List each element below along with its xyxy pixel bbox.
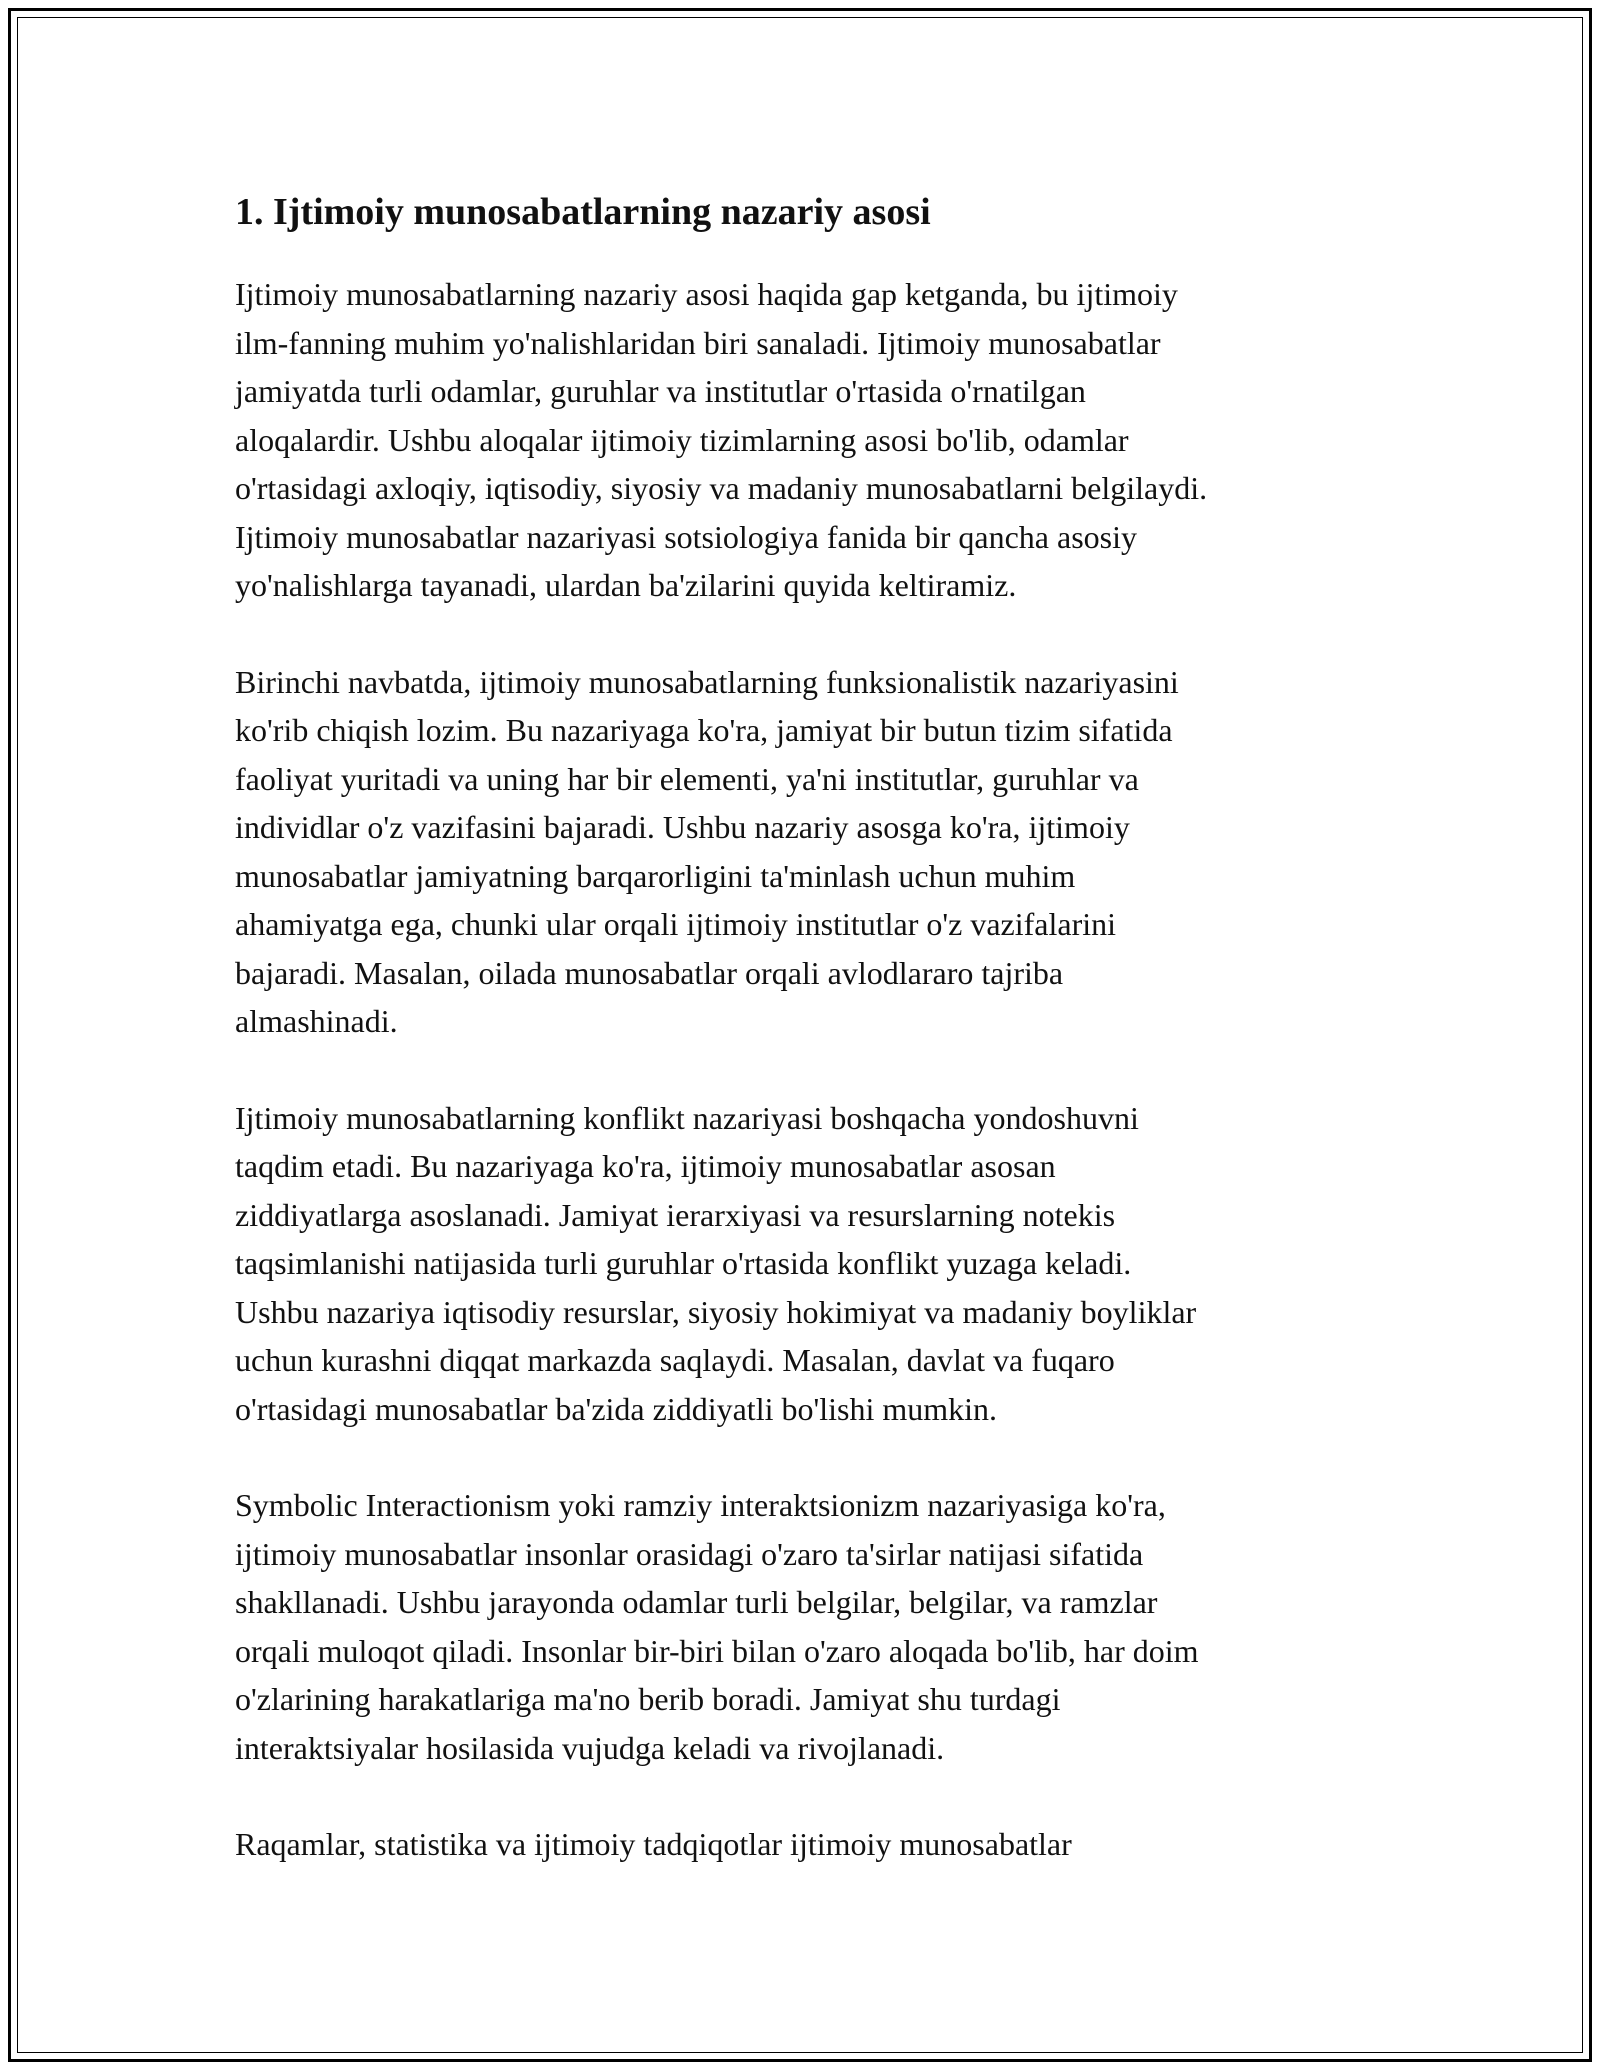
text-line: Birinchi navbatda, ijtimoiy munosabatlarning funksionalistik nazariyasini [235,663,1179,700]
section-title: 1. Ijtimoiy munosabatlarning nazariy asosi [235,191,931,233]
text-line: taqsimlanishi natijasida turli guruhlar o'rtasida konflikt yuzaga keladi. [235,1245,1132,1281]
document-body [235,188,1375,1917]
text-line: Symbolic Interactionism yoki ramziy interaktsionizm nazariyasiga ko'ra, [235,1487,1166,1523]
text-line: faoliyat yuritadi va uning har bir elementi, ya'ni institutlar, guruhlar va [235,760,1139,797]
text-line: interaktsiyalar hosilasida vujudga keladi va rivojlanadi. [235,1729,945,1766]
text-line: taqdim etadi. Bu nazariyaga ko'ra, ijtimoiy munosabatlar asosan [235,1148,1056,1184]
text-line: ijtimoiy munosabatlar insonlar orasidagi o'zaro ta'sirlar natijasi sifatida [235,1535,1144,1572]
text-line: jamiyatda turli odamlar, guruhlar va institutlar o'rtasida o'rnatilgan [235,373,1086,409]
text-line: o'rtasidagi munosabatlar ba'zida ziddiyatli bo'lishi mumkin. [235,1390,998,1427]
paragraph-functionalism [235,658,1375,1046]
paragraph-intro [235,270,1375,610]
text-line: uchun kurashni diqqat markazda saqlaydi. Masalan, davlat va fuqaro [235,1342,1115,1378]
text-line: individlar o'z vazifasini bajaradi. Ushbu nazariy asosga ko'ra, ijtimoiy [235,809,1130,845]
text-line: Raqamlar, statistika va ijtimoiy tadqiqotlar ijtimoiy munosabatlar [235,1826,1072,1862]
text-line: Ijtimoiy munosabatlarning konflikt nazariyasi boshqacha yondoshuvni [235,1099,1139,1136]
text-line: ilm-fanning muhim yo'nalishlaridan biri sanaladi. Ijtimoiy munosabatlar [235,324,1161,361]
paragraph-statistics [235,1820,1375,1869]
text-line: orqali muloqot qiladi. Insonlar bir-biri bilan o'zaro aloqada bo'lib, har doim [235,1632,1199,1669]
text-line: Ijtimoiy munosabatlarning nazariy asosi haqida gap ketganda, bu ijtimoiy [235,276,1178,312]
text-line: bajaradi. Masalan, oilada munosabatlar orqali avlodlararo tajriba [235,954,1064,991]
paragraph-conflict-theory [235,1094,1375,1434]
text-line: munosabatlar jamiyatning barqarorligini ta'minlash uchun muhim [235,857,1076,894]
text-line: aloqalardir. Ushbu aloqalar ijtimoiy tizimlarning asosi bo'lib, odamlar [235,421,1129,458]
text-line: ahamiyatga ega, chunki ular orqali ijtimoiy institutlar o'z vazifalarini [235,906,1117,942]
text-line: shakllanadi. Ushbu jarayonda odamlar turli belgilar, belgilar, va ramzlar [235,1584,1158,1620]
text-line: Ushbu nazariya iqtisodiy resurslar, siyosiy hokimiyat va madaniy boyliklar [235,1293,1197,1330]
text-line: o'rtasidagi axloqiy, iqtisodiy, siyosiy va madaniy munosabatlarni belgilaydi. [235,470,1208,506]
paragraph-symbolic-interactionism [235,1481,1375,1772]
text-line: yo'nalishlarga tayanadi, ulardan ba'zilarini quyida keltiramiz. [235,567,1017,603]
text-line: ko'rib chiqish lozim. Bu nazariyaga ko'ra, jamiyat bir butun tizim sifatida [235,712,1173,748]
text-line: ziddiyatlarga asoslanadi. Jamiyat ierarxiyasi va resurslarning notekis [235,1196,1116,1233]
text-line: almashinadi. [235,1003,398,1039]
text-line: Ijtimoiy munosabatlar nazariyasi sotsiologiya fanida bir qancha asosiy [235,518,1137,555]
text-line: o'zlarining harakatlariga ma'no berib boradi. Jamiyat shu turdagi [235,1681,1061,1717]
